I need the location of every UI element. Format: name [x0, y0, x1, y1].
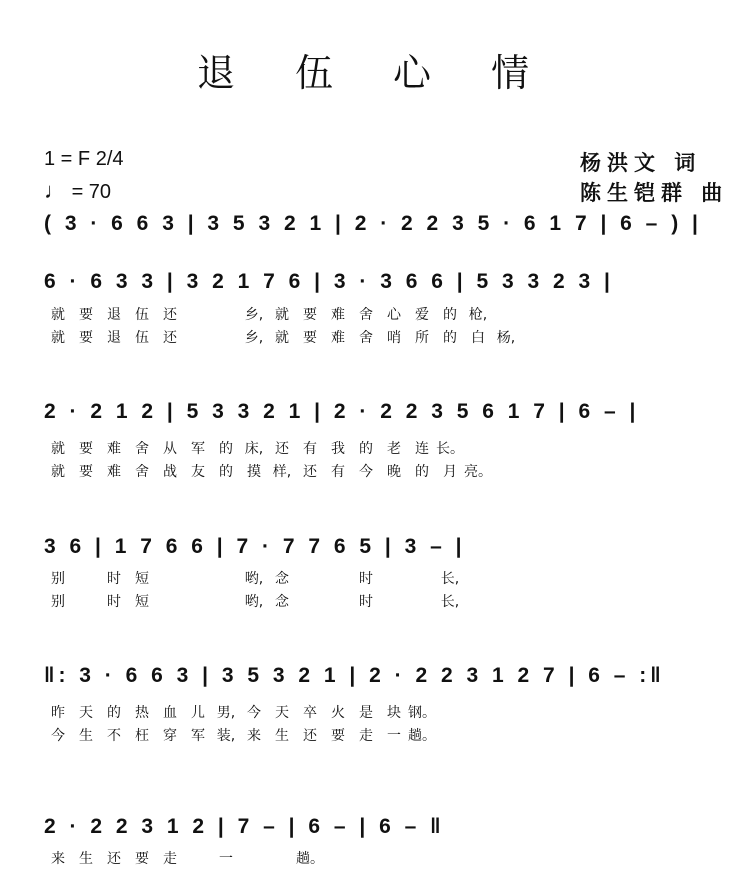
- lyric-syllable: 舍: [359, 307, 373, 323]
- lyric-verse-1: [44, 306, 492, 324]
- lyric-syllable: 连: [415, 441, 429, 457]
- lyric-syllable: 昨: [51, 705, 65, 721]
- lyric-syllable: 有: [303, 441, 317, 457]
- lyric-syllable: 不: [107, 728, 121, 744]
- lyric-syllable: 战: [163, 464, 177, 480]
- lyric-syllable: 一: [387, 728, 401, 744]
- lyric-syllable: 长。: [436, 441, 464, 457]
- lyric-syllable: 念: [275, 571, 289, 587]
- lyric-syllable: 就: [51, 441, 65, 457]
- lyric-syllable: 走: [163, 851, 177, 867]
- lyric-syllable: 退: [107, 307, 121, 323]
- quarter-note-icon: ♩: [44, 178, 66, 203]
- lyric-syllable: 生: [275, 728, 289, 744]
- lyric-syllable: 一: [219, 851, 233, 867]
- lyric-syllable: 天: [275, 705, 289, 721]
- notation-line-1: [44, 212, 730, 252]
- composer-credit: 陈生铠群 曲: [580, 181, 729, 205]
- lyric-syllable: 哟,: [244, 594, 264, 610]
- lyric-syllable: 要: [331, 728, 345, 744]
- notation-line-2: [44, 270, 730, 310]
- lyric-syllable: 穿: [163, 728, 177, 744]
- lyric-syllable: 还: [303, 728, 317, 744]
- notation-notes: ( 3 · 6 6 3 | 3 5 3 2 1 | 2 · 2 2 3 5 · 6 1 7 | 6 – ) |: [44, 212, 702, 235]
- lyric-syllable: 难: [107, 464, 121, 480]
- lyric-syllable: 难: [331, 307, 345, 323]
- lyric-syllable: 就: [51, 330, 65, 346]
- lyric-syllable: 乡,: [244, 307, 264, 323]
- lyric-syllable: 白: [471, 330, 485, 346]
- lyric-verse-2: [44, 593, 464, 611]
- lyric-verse-2: [44, 329, 520, 347]
- lyric-syllable: 的: [443, 307, 457, 323]
- lyric-syllable: 短: [135, 594, 149, 610]
- notation-notes: 3 6 | 1 7 6 6 | 7 · 7 7 6 5 | 3 – |: [44, 535, 466, 558]
- tempo-marking: [44, 178, 111, 204]
- lyric-syllable: 时: [359, 594, 373, 610]
- lyric-syllable: 枪,: [468, 307, 488, 323]
- lyric-syllable: 时: [107, 571, 121, 587]
- lyric-syllable: 要: [303, 307, 317, 323]
- lyric-syllable: 装,: [216, 728, 236, 744]
- notation-line-3: [44, 400, 730, 440]
- lyric-syllable: 伍: [135, 307, 149, 323]
- lyric-syllable: 心: [387, 307, 401, 323]
- lyric-syllable: 老: [387, 441, 401, 457]
- lyric-syllable: 哨: [387, 330, 401, 346]
- lyric-syllable: 有: [331, 464, 345, 480]
- lyric-syllable: 就: [51, 464, 65, 480]
- lyric-syllable: 舍: [359, 330, 373, 346]
- lyric-syllable: 军: [191, 441, 205, 457]
- lyric-verse-1: [44, 850, 324, 868]
- song-title: 退 伍 心 情: [196, 51, 554, 95]
- lyric-verse-1: [44, 704, 436, 722]
- lyric-syllable: 伍: [135, 330, 149, 346]
- notation-notes: 2 · 2 2 3 1 2 | 7 – | 6 – | 6 – ‖: [44, 815, 445, 838]
- lyric-syllable: 今: [247, 705, 261, 721]
- lyric-syllable: 难: [331, 330, 345, 346]
- tempo-value: = 70: [71, 181, 112, 203]
- lyric-syllable: 就: [275, 307, 289, 323]
- lyric-syllable: 走: [359, 728, 373, 744]
- lyric-syllable: 我: [331, 441, 345, 457]
- lyric-syllable: 亮。: [464, 464, 492, 480]
- lyric-syllable: 是: [359, 705, 373, 721]
- lyric-syllable: 生: [79, 728, 93, 744]
- lyric-syllable: 的: [219, 464, 233, 480]
- lyric-syllable: 要: [79, 441, 93, 457]
- lyric-syllable: 的: [443, 330, 457, 346]
- lyric-syllable: 血: [163, 705, 177, 721]
- lyric-syllable: 就: [51, 307, 65, 323]
- lyric-syllable: 生: [79, 851, 93, 867]
- lyric-syllable: 男,: [216, 705, 236, 721]
- lyric-syllable: 别: [51, 594, 65, 610]
- lyric-syllable: 难: [107, 441, 121, 457]
- lyric-syllable: 从: [163, 441, 177, 457]
- lyric-syllable: 摸: [247, 464, 261, 480]
- lyric-syllable: 爱: [415, 307, 429, 323]
- lyric-syllable: 还: [107, 851, 121, 867]
- lyric-syllable: 退: [107, 330, 121, 346]
- lyric-syllable: 晚: [387, 464, 401, 480]
- lyric-syllable: 火: [331, 705, 345, 721]
- lyric-syllable: 的: [415, 464, 429, 480]
- lyric-syllable: 还: [303, 464, 317, 480]
- lyric-syllable: 来: [51, 851, 65, 867]
- lyricist-credit: 杨洪文 词: [580, 151, 702, 175]
- lyric-syllable: 床,: [244, 441, 264, 457]
- lyric-syllable: 趟。: [296, 851, 324, 867]
- lyric-syllable: 天: [79, 705, 93, 721]
- notation-line-5: [44, 664, 730, 704]
- lyric-verse-2: [44, 727, 436, 745]
- lyric-syllable: 就: [275, 330, 289, 346]
- lyric-syllable: 要: [303, 330, 317, 346]
- lyric-verse-1: [44, 440, 464, 458]
- lyric-syllable: 的: [107, 705, 121, 721]
- lyric-syllable: 时: [359, 571, 373, 587]
- key-signature: 1 = F 2/4: [44, 148, 124, 170]
- lyric-syllable: 枉: [135, 728, 149, 744]
- lyric-syllable: 所: [415, 330, 429, 346]
- lyric-syllable: 要: [135, 851, 149, 867]
- notation-notes: ‖: 3 · 6 6 3 | 3 5 3 2 1 | 2 · 2 2 3 1 2 7 | 6 – :‖: [44, 664, 665, 687]
- lyric-syllable: 今: [51, 728, 65, 744]
- lyric-syllable: 哟,: [244, 571, 264, 587]
- lyric-syllable: 的: [359, 441, 373, 457]
- lyric-syllable: 军: [191, 728, 205, 744]
- lyric-syllable: 要: [79, 330, 93, 346]
- lyric-syllable: 舍: [135, 464, 149, 480]
- lyric-verse-1: [44, 570, 464, 588]
- lyric-syllable: 的: [219, 441, 233, 457]
- lyric-syllable: 别: [51, 571, 65, 587]
- notation-notes: 6 · 6 3 3 | 3 2 1 7 6 | 3 · 3 6 6 | 5 3 3 2 3 |: [44, 270, 614, 293]
- lyric-syllable: 钢。: [408, 705, 436, 721]
- lyric-syllable: 杨,: [496, 330, 516, 346]
- lyric-syllable: 卒: [303, 705, 317, 721]
- lyric-syllable: 长,: [440, 571, 460, 587]
- lyric-syllable: 还: [163, 330, 177, 346]
- notation-notes: 2 · 2 1 2 | 5 3 3 2 1 | 2 · 2 2 3 5 6 1 7 | 6 – |: [44, 400, 640, 423]
- notation-line-4: [44, 535, 730, 575]
- lyric-syllable: 样,: [272, 464, 292, 480]
- lyric-syllable: 念: [275, 594, 289, 610]
- lyric-syllable: 热: [135, 705, 149, 721]
- lyric-syllable: 今: [359, 464, 373, 480]
- lyric-syllable: 还: [275, 441, 289, 457]
- lyric-syllable: 趟。: [408, 728, 436, 744]
- lyric-syllable: 月: [443, 464, 457, 480]
- lyric-syllable: 儿: [191, 705, 205, 721]
- lyric-syllable: 舍: [135, 441, 149, 457]
- lyric-syllable: 时: [107, 594, 121, 610]
- lyric-syllable: 要: [79, 464, 93, 480]
- notation-line-6: [44, 815, 730, 855]
- lyric-syllable: 来: [247, 728, 261, 744]
- lyric-syllable: 短: [135, 571, 149, 587]
- lyric-verse-2: [44, 463, 492, 481]
- lyric-syllable: 乡,: [244, 330, 264, 346]
- lyric-syllable: 要: [79, 307, 93, 323]
- lyric-syllable: 友: [191, 464, 205, 480]
- lyric-syllable: 还: [163, 307, 177, 323]
- lyric-syllable: 块: [387, 705, 401, 721]
- lyric-syllable: 长,: [440, 594, 460, 610]
